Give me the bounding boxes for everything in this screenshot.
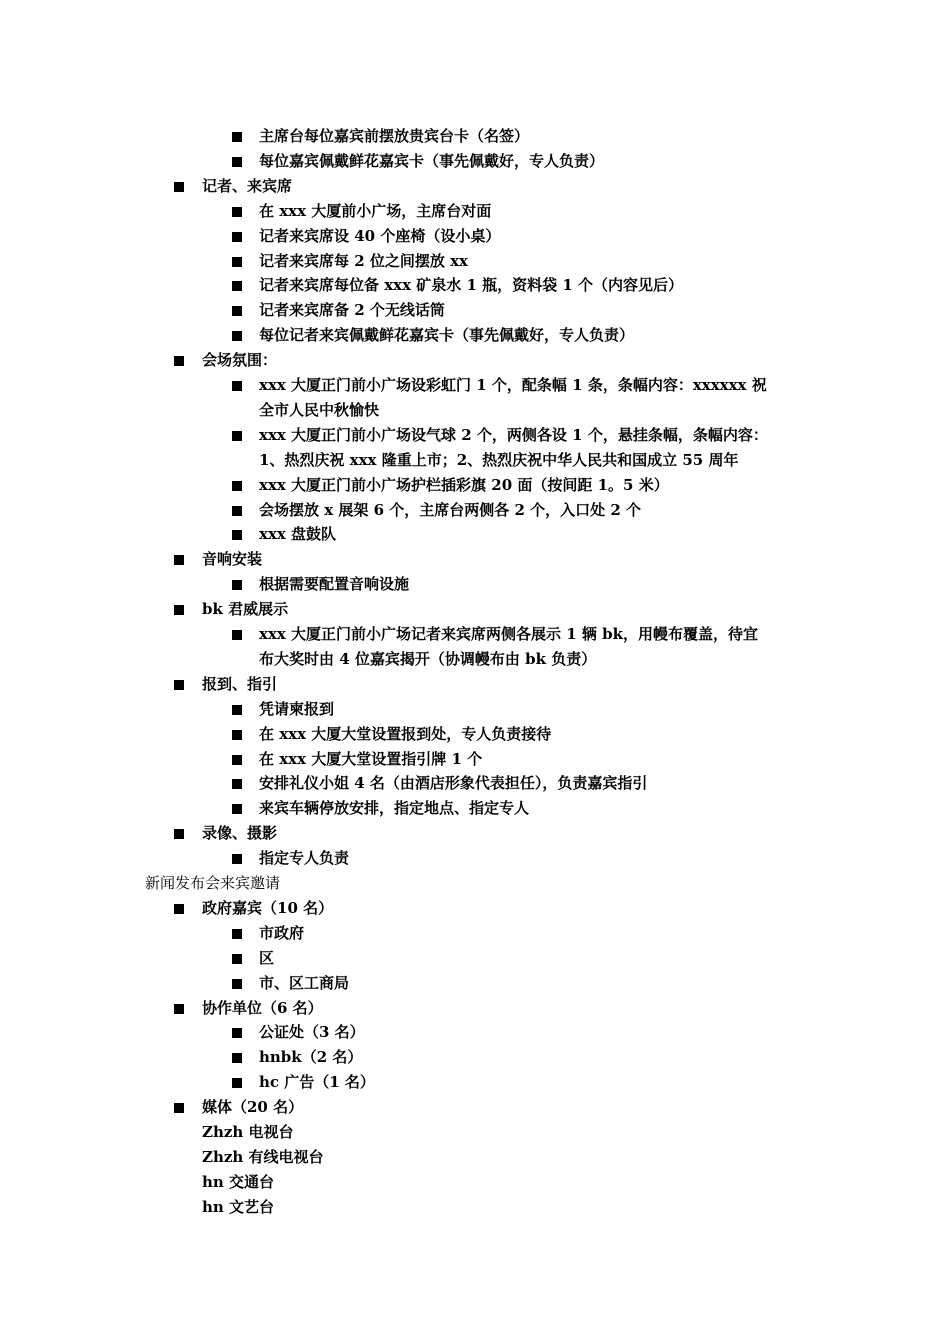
bullet-square-icon (232, 232, 242, 242)
list-item: 根据需要配置音响设施 (259, 575, 410, 594)
list-item: 记者来宾席备 2 个无线话筒 (259, 301, 445, 320)
list-item: 媒体（20 名） (202, 1098, 304, 1117)
list-item-continuation: 布大奖时由 4 位嘉宾揭开（协调幔布由 bk 负责） (259, 649, 597, 668)
list-item-continuation: Zhzh 电视台 (202, 1123, 294, 1141)
bullet-square-icon (232, 804, 242, 814)
bullet-square-icon (174, 1004, 184, 1014)
bullet-square-icon (232, 705, 242, 715)
list-item: xxx 大厦正门前小广场设气球 2 个，两侧各设 1 个，悬挂条幅，条幅内容： (259, 425, 768, 444)
bullet-square-icon (232, 854, 242, 864)
list-item-continuation: hn 交通台 (202, 1172, 275, 1191)
bullet-square-icon (232, 730, 242, 740)
list-item: 凭请柬报到 (259, 699, 335, 718)
list-item-continuation: hn 文艺台 (202, 1197, 275, 1216)
list-item: 来宾车辆停放安排，指定地点、指定专人 (259, 799, 530, 818)
list-item-continuation: 全市人民中秋愉快 (259, 400, 380, 419)
bullet-square-icon (232, 306, 242, 316)
bullet-square-icon (232, 157, 242, 167)
bullet-square-icon (232, 1053, 242, 1063)
bullet-square-icon (232, 1078, 242, 1088)
bullet-square-icon (232, 779, 242, 789)
bullet-square-icon (232, 755, 242, 765)
bullet-square-icon (174, 605, 184, 615)
bullet-square-icon (232, 207, 242, 217)
list-item: 公证处（3 名） (259, 1023, 365, 1042)
bullet-square-icon (232, 132, 242, 142)
section-heading: 新闻发布会来宾邀请 (145, 874, 281, 892)
list-item: 市政府 (259, 923, 305, 942)
bullet-square-icon (232, 381, 242, 391)
bullet-square-icon (232, 954, 242, 964)
list-item: 市、区工商局 (259, 973, 350, 992)
list-item: 录像、摄影 (202, 824, 278, 843)
list-item: xxx 盘鼓队 (259, 525, 337, 544)
list-item-continuation: Zhzh 有线电视台 (202, 1147, 324, 1166)
list-item: 报到、指引 (202, 674, 278, 693)
list-item: hnbk（2 名） (259, 1048, 363, 1067)
bullet-square-icon (232, 580, 242, 590)
list-item: xxx 大厦正门前小广场记者来宾席两侧各展示 1 辆 bk，用幔布覆盖，待宜 (259, 625, 759, 643)
bullet-square-icon (174, 1103, 184, 1113)
list-item: 会场摆放 x 展架 6 个，主席台两侧各 2 个，入口处 2 个 (259, 500, 642, 519)
list-item-continuation: 1、热烈庆祝 xxx 隆重上市；2、热烈庆祝中华人民共和国成立 55 周年 (259, 450, 739, 469)
bullet-square-icon (174, 555, 184, 565)
list-item: 音响安装 (202, 550, 263, 569)
bullet-square-icon (232, 481, 242, 491)
list-item: 政府嘉宾（10 名） (202, 898, 334, 917)
list-item: 会场氛围： (202, 351, 278, 370)
bullet-square-icon (232, 929, 242, 939)
list-item: 安排礼仪小姐 4 名（由酒店形象代表担任），负责嘉宾指引 (259, 774, 648, 793)
list-item: 记者、来宾席 (202, 176, 293, 195)
bullet-square-icon (174, 904, 184, 914)
list-item: 记者来宾席每位备 xxx 矿泉水 1 瓶，资料袋 1 个（内容见后） (259, 276, 684, 295)
list-item: 在 xxx 大厦前小广场，主席台对面 (259, 201, 492, 220)
list-item: 记者来宾席每 2 位之间摆放 xx (259, 251, 468, 270)
list-item: 协作单位（6 名） (202, 998, 323, 1017)
list-item: 记者来宾席设 40 个座椅（设小桌） (259, 226, 501, 245)
list-item: 在 xxx 大厦大堂设置报到处，专人负责接待 (259, 724, 552, 743)
list-item: 每位记者来宾佩戴鲜花嘉宾卡（事先佩戴好，专人负责） (259, 326, 635, 345)
list-item: 在 xxx 大厦大堂设置指引牌 1 个 (259, 749, 483, 768)
bullet-square-icon (232, 431, 242, 441)
bullet-square-icon (232, 281, 242, 291)
bullet-square-icon (232, 530, 242, 540)
list-item: hc 广告（1 名） (259, 1073, 375, 1092)
bullet-square-icon (232, 979, 242, 989)
bullet-square-icon (174, 680, 184, 690)
bullet-square-icon (174, 182, 184, 192)
list-item: xxx 大厦正门前小广场护栏插彩旗 20 面（按间距 1。5 米） (259, 475, 669, 494)
bullet-square-icon (232, 506, 242, 516)
bullet-square-icon (174, 356, 184, 366)
bullet-square-icon (232, 331, 242, 341)
bullet-square-icon (232, 1028, 242, 1038)
list-item: xxx 大厦正门前小广场设彩虹门 1 个，配条幅 1 条，条幅内容：xxxxxx 祝 (259, 376, 767, 394)
list-item: 每位嘉宾佩戴鲜花嘉宾卡（事先佩戴好，专人负责） (259, 151, 605, 170)
list-item: 指定专人负责 (259, 849, 350, 868)
bullet-square-icon (232, 630, 242, 640)
bullet-square-icon (232, 257, 242, 267)
list-item: 主席台每位嘉宾前摆放贵宾台卡（名签） (259, 127, 530, 145)
list-item: bk 君威展示 (202, 600, 289, 619)
list-item: 区 (259, 948, 275, 967)
bullet-square-icon (174, 829, 184, 839)
